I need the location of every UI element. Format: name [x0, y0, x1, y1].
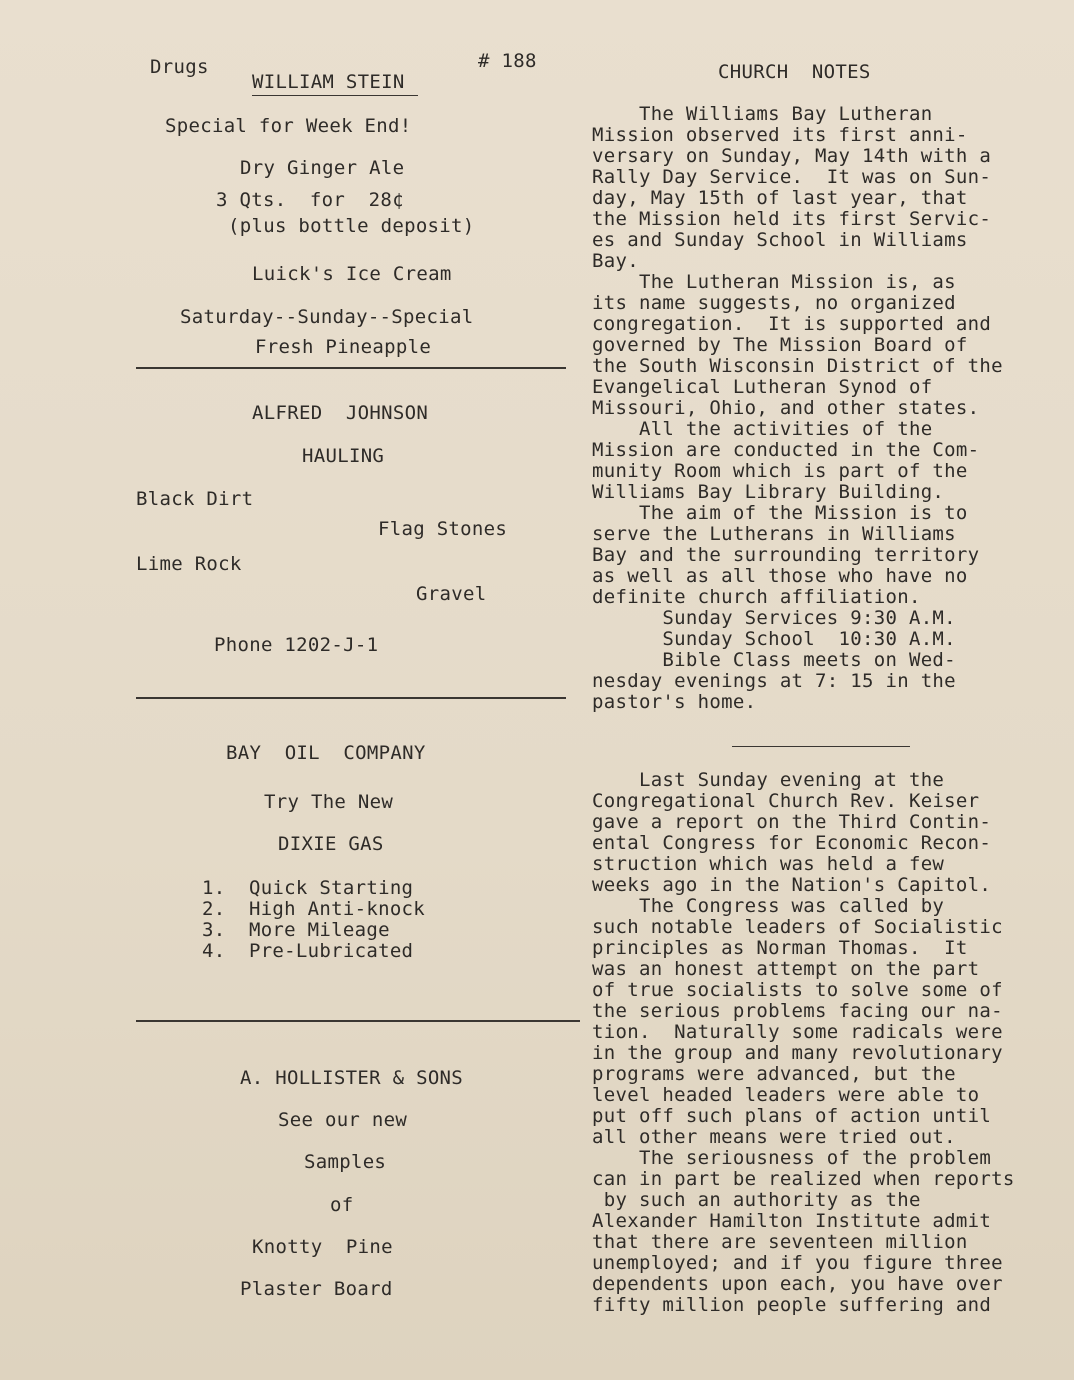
text-line: Rally Day Service. It was on Sun-: [592, 166, 992, 188]
text-line: Bay and the surrounding territory: [592, 544, 980, 566]
text-line: Congregational Church Rev. Keiser: [592, 790, 980, 812]
text-line: The aim of the Mission is to: [592, 502, 968, 524]
text-line: the serious problems facing our na-: [592, 1000, 1003, 1022]
johnson-item-flag-stones: Flag Stones: [378, 518, 508, 540]
johnson-phone: Phone 1202-J-1: [214, 634, 379, 656]
bayoil-feature: 4. Pre-Lubricated: [202, 940, 414, 962]
text-line: nesday evenings at 7: 15 in the: [592, 670, 956, 692]
text-line: Sunday School 10:30 A.M.: [592, 628, 956, 650]
text-line: that there are seventeen million: [592, 1231, 968, 1253]
hollister-line2: Samples: [304, 1151, 387, 1173]
text-line: ental Congress for Economic Recon-: [592, 832, 992, 854]
johnson-item-black-dirt: Black Dirt: [136, 488, 254, 510]
stein-line4: (plus bottle deposit): [228, 215, 475, 237]
bayoil-feature: 3. More Mileage: [202, 919, 390, 941]
text-line: such notable leaders of Socialistic: [592, 916, 1003, 938]
johnson-service: HAULING: [302, 445, 385, 467]
text-line: Last Sunday evening at the: [592, 769, 945, 791]
bayoil-line1: Try The New: [264, 791, 394, 813]
stein-line6: Saturday--Sunday--Special: [180, 306, 474, 328]
hollister-name: A. HOLLISTER & SONS: [240, 1067, 464, 1089]
column-divider: [732, 746, 910, 747]
hollister-line1: See our new: [278, 1109, 408, 1131]
text-line: all other means were tried out.: [592, 1126, 956, 1148]
text-line: level headed leaders were able to: [592, 1084, 980, 1106]
text-line: congregation. It is supported and: [592, 313, 992, 335]
church-notes-heading: CHURCH NOTES: [718, 61, 871, 83]
text-line: Evangelical Lutheran Synod of: [592, 376, 933, 398]
text-line: of true socialists to solve some of: [592, 979, 1003, 1001]
stein-name: WILLIAM STEIN: [252, 71, 405, 93]
text-line: can in part be realized when reports: [592, 1168, 1015, 1190]
text-line: gave a report on the Third Contin-: [592, 811, 992, 833]
text-line: governed by The Mission Board of: [592, 334, 968, 356]
text-line: pastor's home.: [592, 691, 757, 713]
text-line: es and Sunday School in Williams: [592, 229, 968, 251]
text-line: put off such plans of action until: [592, 1105, 992, 1127]
text-line: as well as all those who have no: [592, 565, 968, 587]
text-line: Bible Class meets on Wed-: [592, 649, 956, 671]
johnson-item-lime-rock: Lime Rock: [136, 553, 242, 575]
text-line: The Lutheran Mission is, as: [592, 271, 956, 293]
johnson-item-gravel: Gravel: [416, 583, 487, 605]
issue-number: # 188: [478, 50, 537, 72]
hollister-line5: Plaster Board: [240, 1278, 393, 1300]
church-notes-congress: [592, 770, 1052, 1316]
text-line: dependents upon each, you have over: [592, 1273, 1003, 1295]
stein-line2: Dry Ginger Ale: [240, 157, 405, 179]
text-line: fifty million people suffering and: [592, 1294, 992, 1316]
text-line: in the group and many revolutionary: [592, 1042, 1003, 1064]
text-line: the South Wisconsin District of the: [592, 355, 1003, 377]
church-notes-lutheran: [592, 104, 1052, 713]
text-line: programs were advanced, but the: [592, 1063, 956, 1085]
divider-3: [136, 1020, 580, 1022]
text-line: The Williams Bay Lutheran: [592, 103, 933, 125]
johnson-name: ALFRED JOHNSON: [252, 402, 429, 424]
text-line: the Mission held its first Servic-: [592, 208, 992, 230]
stein-name-underline: [252, 95, 418, 96]
text-line: was an honest attempt on the part: [592, 958, 980, 980]
bayoil-feature: 1. Quick Starting: [202, 877, 414, 899]
text-line: definite church affiliation.: [592, 586, 921, 608]
text-line: Missouri, Ohio, and other states.: [592, 397, 980, 419]
divider-2: [136, 697, 566, 699]
text-line: All the activities of the: [592, 418, 933, 440]
stein-line1: Special for Week End!: [165, 115, 412, 137]
text-line: unemployed; and if you figure three: [592, 1252, 1003, 1274]
text-line: versary on Sunday, May 14th with a: [592, 145, 992, 167]
hollister-line4: Knotty Pine: [252, 1236, 393, 1258]
text-line: Bay.: [592, 250, 639, 272]
text-line: serve the Lutherans in Williams: [592, 523, 956, 545]
bayoil-line2: DIXIE GAS: [278, 833, 384, 855]
text-line: day, May 15th of last year, that: [592, 187, 968, 209]
text-line: Mission are conducted in the Com-: [592, 439, 980, 461]
bayoil-feature: 2. High Anti-knock: [202, 898, 426, 920]
text-line: by such an authority as the: [592, 1189, 921, 1211]
stein-line7: Fresh Pineapple: [255, 336, 432, 358]
text-line: munity Room which is part of the: [592, 460, 968, 482]
text-line: Williams Bay Library Building.: [592, 481, 945, 503]
category-label: Drugs: [150, 56, 209, 78]
text-line: The Congress was called by: [592, 895, 945, 917]
text-line: principles as Norman Thomas. It: [592, 937, 968, 959]
bayoil-name: BAY OIL COMPANY: [226, 742, 426, 764]
text-line: The seriousness of the problem: [592, 1147, 992, 1169]
text-line: its name suggests, no organized: [592, 292, 956, 314]
text-line: Alexander Hamilton Institute admit: [592, 1210, 992, 1232]
text-line: weeks ago in the Nation's Capitol.: [592, 874, 992, 896]
text-line: Mission observed its first anni-: [592, 124, 968, 146]
text-line: tion. Naturally some radicals were: [592, 1021, 1003, 1043]
stein-line3: 3 Qts. for 28¢: [216, 189, 404, 211]
stein-line5: Luick's Ice Cream: [252, 263, 452, 285]
text-line: Sunday Services 9:30 A.M.: [592, 607, 956, 629]
hollister-line3: of: [330, 1194, 354, 1216]
text-line: struction which was held a few: [592, 853, 945, 875]
divider-1: [136, 367, 566, 369]
